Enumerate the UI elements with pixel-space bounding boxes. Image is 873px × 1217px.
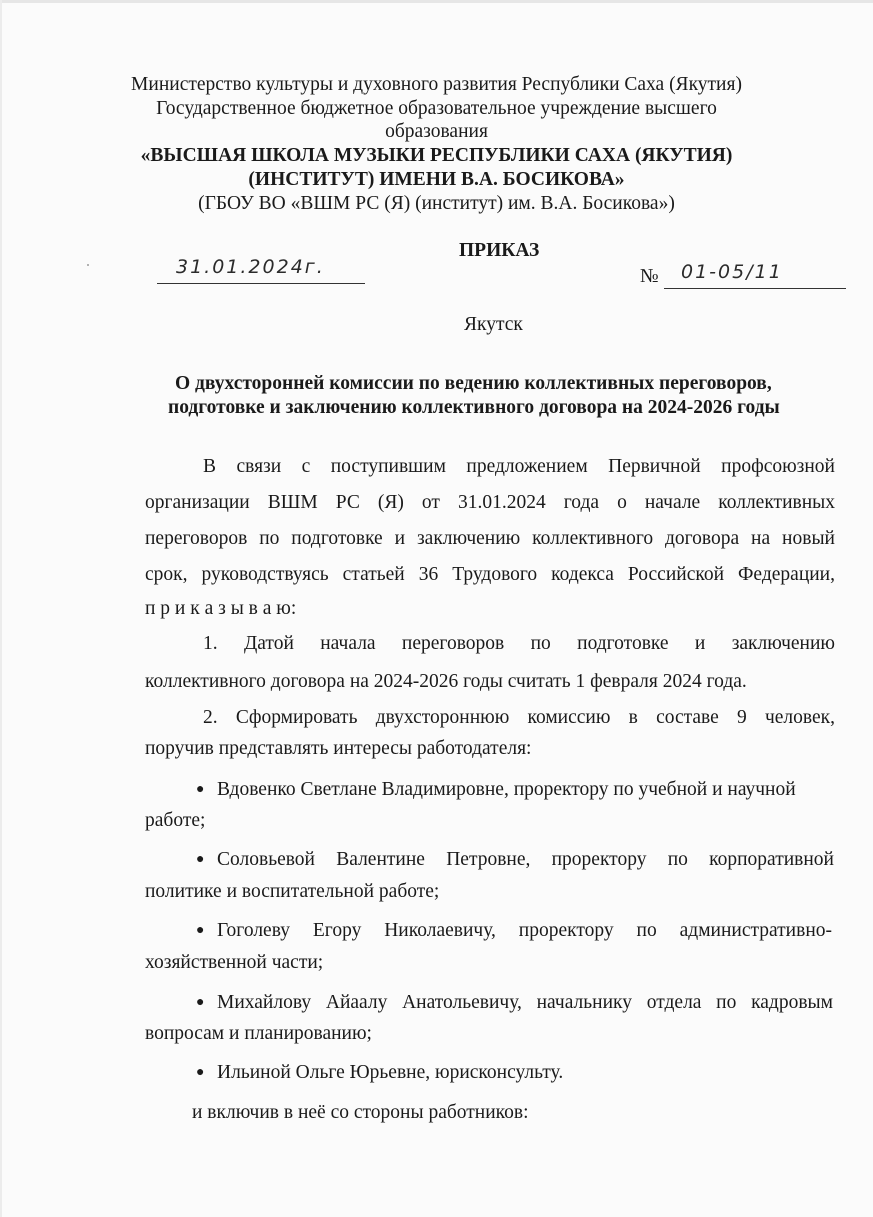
scan-edge-top (0, 0, 873, 3)
order-city: Якутск (464, 314, 523, 335)
employer-member-2-line2: политике и воспитательной работе; (145, 881, 440, 902)
intro-line-2: организации ВШМ РС (Я) от 31.01.2024 года о начале коллективных (145, 492, 835, 513)
number-underline (664, 288, 846, 289)
order-number-label: № (640, 266, 659, 287)
intro-line-3: переговоров по подготовке и заключению коллективного договора на новый (145, 528, 835, 549)
header-name-line1: «ВЫСШАЯ ШКОЛА МУЗЫКИ РЕСПУБЛИКИ САХА (ЯКУТИЯ) (140, 145, 733, 166)
header-name-line2: (ИНСТИТУТ) ИМЕНИ В.А. БОСИКОВА» (248, 169, 625, 190)
header-abbreviation: (ГБОУ ВО «ВШМ РС (Я) (институт) им. В.А. Босикова») (198, 193, 675, 214)
employer-member-2-line1: Соловьевой Валентине Петровне, проректору по корпоративной (217, 849, 834, 870)
workers-intro: и включив в неё со стороны работников: (192, 1102, 529, 1123)
header-ministry: Министерство культуры и духовного развития Республики Саха (Якутия) (131, 74, 742, 95)
item2-line-1: 2. Сформировать двухстороннюю комиссию в составе 9 человек, (203, 707, 835, 728)
employer-member-1-line1: Вдовенко Светлане Владимировне, проректору по учебной и научной (217, 779, 796, 800)
order-number-handwritten: 01-05/11 (681, 261, 783, 283)
employer-member-5-line1: Ильиной Ольге Юрьевне, юрисконсульту. (217, 1062, 564, 1083)
employer-member-1-line2: работе; (145, 810, 206, 831)
order-date-handwritten: 31.01.2024г. (176, 256, 325, 278)
order-title: ПРИКАЗ (459, 240, 540, 261)
bullet-icon: ● (196, 1065, 205, 1080)
bullet-icon: ● (196, 995, 205, 1010)
header-institution-line2: образования (385, 121, 488, 142)
bullet-icon: ● (196, 852, 205, 867)
subject-line2: подготовке и заключению коллективного договора на 2024-2026 годы (168, 397, 780, 418)
bullet-icon: ● (196, 923, 205, 938)
employer-member-4-line1: Михайлову Айаалу Анатольевичу, начальнику отдела по кадровым (217, 992, 833, 1013)
intro-line-4: срок, руководствуясь статьей 36 Трудового кодекса Российской Федерации, (145, 564, 835, 585)
employer-member-3-line2: хозяйственной части; (145, 952, 324, 973)
item2-line-2: поручив представлять интересы работодателя: (145, 738, 532, 759)
subject-line1: О двухсторонней комиссии по ведению коллективных переговоров, (175, 373, 772, 394)
bullet-icon: ● (196, 782, 205, 797)
date-underline (157, 283, 365, 284)
item1-line-1: 1. Датой начала переговоров по подготовке и заключению (203, 633, 835, 654)
employer-member-3-line1: Гоголеву Егору Николаевичу, проректору по административно- (217, 920, 832, 941)
employer-member-4-line2: вопросам и планированию; (145, 1023, 372, 1044)
intro-line-5: п р и к а з ы в а ю: (145, 598, 297, 619)
scan-speck (87, 264, 89, 266)
header-institution-line1: Государственное бюджетное образовательное учреждение высшего (156, 98, 717, 119)
intro-line-1: В связи с поступившим предложением Первичной профсоюзной (203, 456, 835, 477)
item1-line-2: коллективного договора на 2024-2026 годы считать 1 февраля 2024 года. (145, 671, 747, 692)
